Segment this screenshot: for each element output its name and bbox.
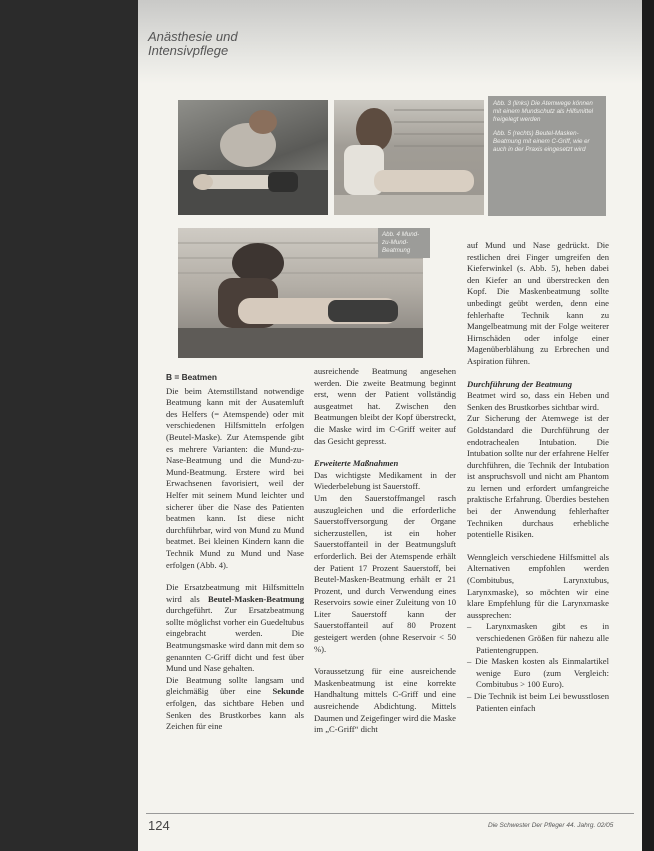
subhead-erweiterte-massnahmen: Erweiterte Maßnahmen <box>314 458 399 469</box>
col1-paragraph-2: Die Ersatzbeatmung mit Hilfsmitteln wird als Beutel-Masken-Beatmung durchgeführt. Zur Ersatzbeatmung sollte möglichst vorher ein Guedeltubus eingebracht werden. Die Beatmungsmaske wird dann mit dem so genannten C-Griff dicht und fest über Mund und Nase gehalten. <box>166 582 304 674</box>
caption-abb5: Abb. 5 (rechts) Beutel-Masken-Beatmung mit einem C-Griff, wie er auch in der Praxis eingesetzt wird <box>493 130 590 153</box>
col2-paragraph-3: Um den Sauerstoffmangel rasch auszugleichen und die erforderliche Sauerstoffversorgung der Organe sicherzustellen, ist ein hoher Sauerstoffanteil in der Beatmungsluft erforderlich. Bei der Atemspende erhält der Patient 17 Prozent Sauerstoff, bei Beutel-Masken-Beatmung erhält er 21 Prozent, und durch Verwendung eines Reservoirs sowie einer Zuleitung von 10 Liter Sauerstoff kann der Sauerstoffanteil auf 80 Prozent gesteigert werden (ohne Reservoir < 50 %). <box>314 492 456 654</box>
page-number: 124 <box>148 818 170 833</box>
col2-paragraph-1: ausreichende Beatmung angesehen werden. Die zweite Beatmung beginnt erst, wenn der Patient vollständig ausgeatmet hat. Zwischen den Beatmungen bleibt der Kopf überstreckt, die Maske wird im C-Griff weiter auf das Gesicht gepresst. <box>314 366 456 446</box>
section-title-line2: Intensivpflege <box>148 43 229 58</box>
col1-paragraph-3: Die Beatmung sollte langsam und gleichmäßig über eine Sekunde erfolgen, das sichtbare Heben und Senken des Brustkorbes kann als Zeichen für eine <box>166 674 304 732</box>
col3-paragraph-2: Beatmet wird so, dass ein Heben und Senken des Brustkorbes sichtbar wird. <box>467 390 609 412</box>
text-column-3 <box>467 240 609 714</box>
col3-paragraph-3: Zur Sicherung der Atemwege ist der Goldstandard die Durchführung der endotrachealen Intubation. Die Intubation sollte nur der erfahrene Helfer durchführen, die Technik der Intubation ist anspruchsvoll und nicht am Phantom zu lernen und erfordert umfangreiche praktische Erfahrung. Überdies bestehen bei der Anwendung fehlerhafter Techniken durchaus erhebliche potentielle Risiken. <box>467 413 609 540</box>
list-item: – Die Masken kosten als Einmalartikel wenige Euro (zum Vergleich: Combitubus > 100 Euro). <box>467 656 609 690</box>
subhead-durchfuehrung: Durchführung der Beatmung <box>467 378 573 389</box>
photo-airway <box>178 100 328 215</box>
list-item: – Die Technik ist beim Lei bewusstlosen Patienten einfach <box>467 690 610 713</box>
caption-abb3: Abb. 3 (links) Die Atemwege können mit einem Mundschutz als Hilfsmittel freigelegt werden <box>493 100 594 123</box>
list-item: – Larynxmasken gibt es in verschiedenen Größen für nahezu alle Patientengruppen. <box>467 621 609 655</box>
text-column-2 <box>314 366 456 736</box>
col3-bullet-list <box>467 621 609 714</box>
section-title <box>148 30 238 58</box>
footer-rule <box>146 813 634 814</box>
scan-margin-left <box>0 0 138 851</box>
caption-abb4: Abb. 4 Mund-zu-Mund-Beatmung <box>382 231 420 254</box>
text-column-1 <box>166 372 304 733</box>
scan-margin-right <box>642 0 654 851</box>
journal-reference: Die Schwester Der Pfleger 44. Jahrg. 02/05 <box>488 822 614 829</box>
figure-caption-abb4 <box>378 228 430 258</box>
col2-paragraph-2: Das wichtigste Medikament in der Wiederbelebung ist Sauerstoff. <box>314 469 456 492</box>
col2-paragraph-4: Voraussetzung für eine ausreichende Maskenbeatmung ist eine korrekte Handhaltung mittels C-Griff und eine ausreichende Abdichtung. Mittels Daumen und Zeigefinger wird die Maske im „C-Griff“ dicht <box>314 666 456 735</box>
section-title-line1: Anästhesie und <box>148 29 238 44</box>
figure-caption-right <box>488 96 606 216</box>
col3-paragraph-4: Wenngleich verschiedene Hilfsmittel als Alternativen empfohlen werden (Combitubus, Larynxtubus, Larynxmaske), so möchten wir eine klare Empfehlung für die Larynxmaske aussprechen: <box>467 551 609 620</box>
photo-mouth-to-mouth <box>334 100 484 215</box>
heading-beatmen: B = Beatmen <box>166 372 217 382</box>
magazine-page <box>138 0 642 851</box>
col3-paragraph-1: auf Mund und Nase gedrückt. Die restlichen drei Finger umgreifen den Kieferwinkel (s. Abb. 5), heben dabei den Kiefer an und überstrecken den Kopf. Die Maskenbeatmung sollte unbedingt geübt werden, denn eine fehlerhafte Technik kann zu Mangelbeatmung mit der Folge weiterer Hirnschäden oder infolge einer Magenüberblähung zu Erbrechen und Aspiration führen. <box>467 240 609 366</box>
col1-paragraph-1: Die beim Atemstillstand notwendige Beatmung kann mit der Ausatemluft des Helfers (= Atemspende) oder mit verschiedenen Hilfsmitteln erfolgen (Beutel-Maske). Zur Atemspende gibt es mehrere Varianten: die Mund-zu-Nase-Beatmung und die Mund-zu-Mund-Beatmung. Erstere wird bei Erwachsenen favorisiert, weil der Helfer mit seinem Mund leichter und sicherer über die Nase des Patienten beatmen kann. Ist diese nicht durchführbar, wird von Mund zu Mund beatmet. Bei kleinen Kindern kann die Technik Mund zu Mund und Nase erfolgen (Abb. 4). <box>166 385 304 570</box>
